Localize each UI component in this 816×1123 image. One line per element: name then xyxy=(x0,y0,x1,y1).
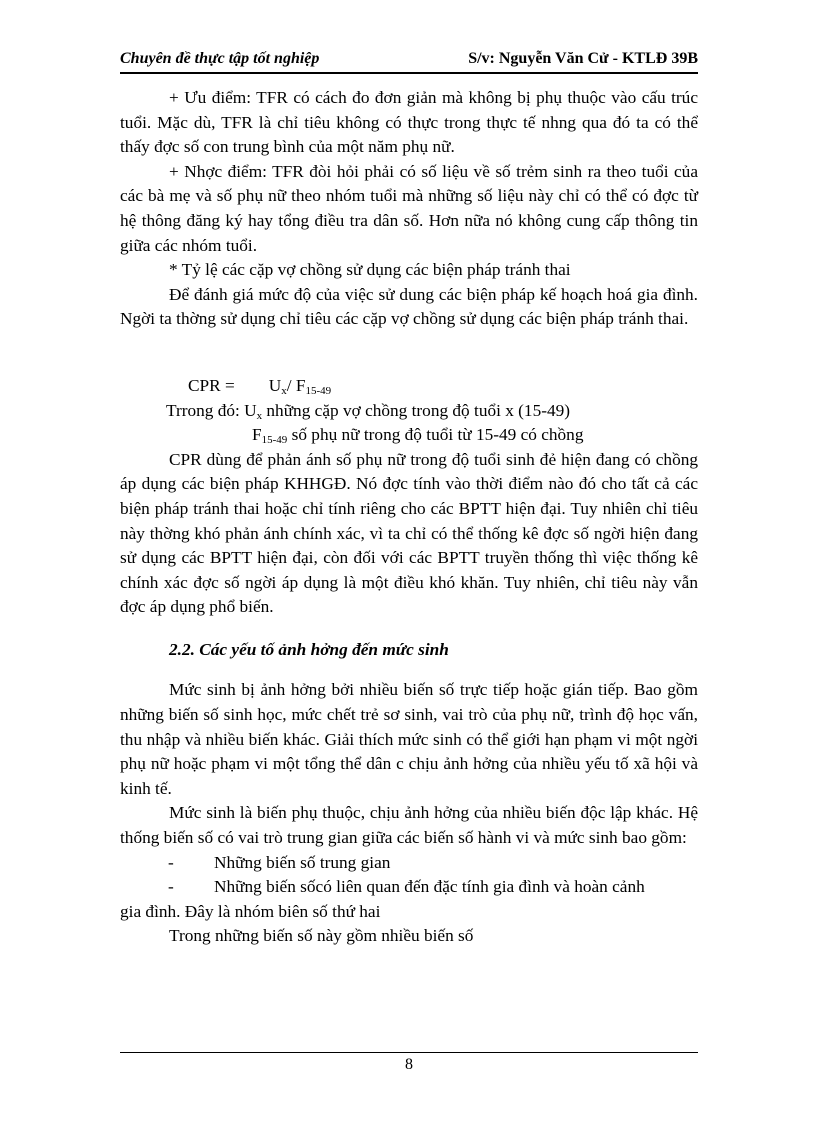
page-header xyxy=(120,50,698,74)
bullet-continuation: gia đình. Đây là nhóm biên số thứ hai xyxy=(120,901,381,921)
paragraph-factors: Mức sinh bị ảnh hởng bởi nhiều biến số trực tiếp hoặc gián tiếp. Bao gồm những biến số sinh học, mức chết trẻ sơ sinh, vai trò của phụ nữ, trình độ học vấn, thu nhập và nhiều biến khác. Giải thích mức sinh có thể giới hạn phạm vi một ngời phụ nữ hoặc phạm vi một tổng thể dân c chịu ảnh hởng của nhiều yếu tố xã hội và kinh tế. xyxy=(120,680,698,798)
list-item xyxy=(120,851,698,876)
header-author: S/v: Nguyễn Văn Cử - KTLĐ 39B xyxy=(468,50,698,67)
formula-lhs: CPR = xyxy=(188,375,235,395)
formula-line2-text: những cặp vợ chồng trong độ tuổi x (15-49) xyxy=(262,400,571,420)
paragraph-dependent-variable: Mức sinh là biến phụ thuộc, chịu ảnh hởng của nhiều biến độc lập khác. Hệ thống biến số có vai trò trung gian giữa các biến số hành vi và mức sinh bao gồm: xyxy=(120,803,698,848)
formula-line3-sub: 15-49 xyxy=(261,434,288,447)
paragraph-advantage: + Ưu điểm: TFR có cách đo đơn giản mà không bị phụ thuộc vào cấu trúc tuổi. Mặc dù, TFR là chỉ tiêu không có thực trong thực tế nhng qua đó ta có thể thấy đợc số con trung bình của một năm phụ nữ. xyxy=(120,88,698,157)
formula-line2-sub: x xyxy=(256,409,263,422)
bullet-text: Những biến số trung gian xyxy=(214,852,391,872)
formula-line2-prefix: Trrong đó: U xyxy=(166,400,257,420)
footer-divider xyxy=(120,1052,698,1053)
formula-definition-ux xyxy=(120,399,698,424)
formula-rhs-div: / F xyxy=(286,375,306,395)
bullet-text: Những biến sốcó liên quan đến đặc tính gia đình và hoàn cảnh xyxy=(214,877,645,897)
paragraph-cpr-explanation: CPR dùng để phản ánh số phụ nữ trong độ tuổi sinh đẻ hiện đang có chồng áp dụng các biện pháp KHHGĐ. Nó đợc tính vào thời điểm nào đó cho tất cả các biện pháp tránh thai hoặc chỉ tính riêng cho các BPTT hiện đại. Tuy nhiên chỉ tiêu này thờng khó phản ánh chính xác, vì ta chỉ có thể thống kê đợc số ngời hiện đang sử dụng các BPTT hiện đại, còn đối với các BPTT truyền thống thì việc thống kê chính xác đợc số ngời áp dụng là một điều khó khăn. Tuy nhiên, chỉ tiêu này vẫn đợc áp dụng phổ biến. xyxy=(120,449,698,617)
bullet-dash: - xyxy=(168,852,174,872)
formula-rhs-base: U xyxy=(268,375,282,395)
formula-rhs-div-sub: 15-49 xyxy=(305,384,332,397)
page-number: 8 xyxy=(405,1056,413,1073)
formula-line3-text: số phụ nữ trong độ tuổi từ 15-49 có chồng xyxy=(287,425,584,445)
paragraph-cpr-title: * Tỷ lệ các cặp vợ chồng sử dụng các biện pháp tránh thai xyxy=(169,260,571,280)
page-body xyxy=(120,86,698,949)
paragraph-closing: Trong những biến số này gồm nhiều biến số xyxy=(169,926,474,946)
paragraph-cpr-intro: Để đánh giá mức độ của việc sử dung các biện pháp kế hoạch hoá gia đình. Ngời ta thờng sử dụng chỉ tiêu các cặp vợ chồng sử dụng các biện pháp tránh thai. xyxy=(120,284,698,329)
bullet-dash: - xyxy=(168,877,174,897)
list-item xyxy=(120,875,698,900)
formula-rhs-sub: x xyxy=(281,384,287,397)
paragraph-disadvantage: + Nhợc điểm: TFR đòi hỏi phải có số liệu về số trẻm sinh ra theo tuổi của các bà mẹ và số phụ nữ theo nhóm tuổi mà những số liệu này chỉ có thể có đợc từ hệ thông đăng ký hay tổng điều tra dân số. Hơn nữa nó không cung cấp thông tin giữa các nhóm tuổi. xyxy=(120,161,698,255)
section-heading: 2.2. Các yếu tố ảnh hởng đến mức sinh xyxy=(169,639,449,659)
formula-line3-base: F xyxy=(252,425,262,445)
header-document-title: Chuyên đề thực tập tốt nghiệp xyxy=(120,50,320,67)
formula-definition-f xyxy=(120,423,698,448)
formula-cpr xyxy=(120,374,698,399)
